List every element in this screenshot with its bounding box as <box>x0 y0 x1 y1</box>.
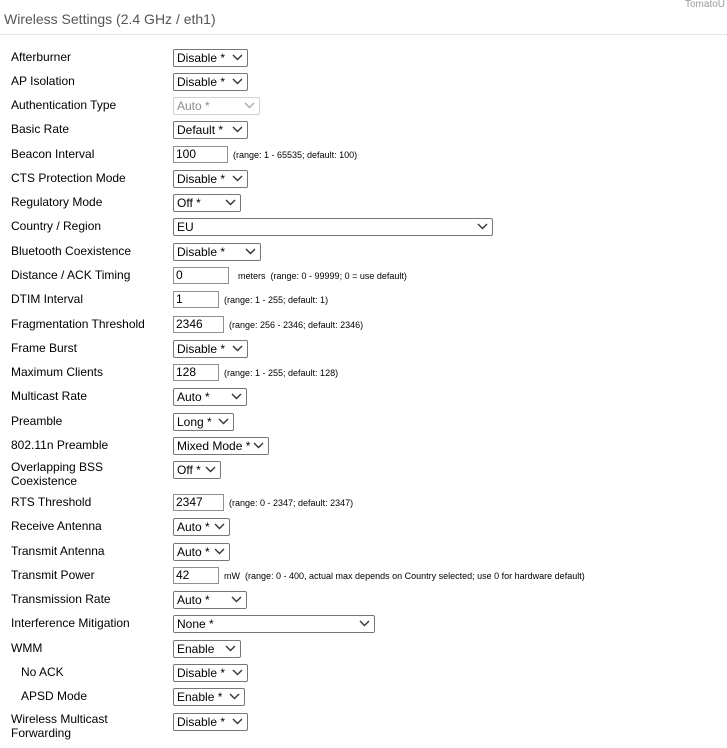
wmf-select[interactable] <box>173 713 248 731</box>
chevron-down-icon <box>232 126 243 133</box>
chevron-down-icon <box>232 345 243 352</box>
afterburner-select[interactable] <box>173 49 248 67</box>
tx-power-hint: (range: 0 - 400, actual max depends on Country selected; use 0 for hardware default) <box>245 570 585 581</box>
interference-value: None * <box>177 617 214 631</box>
n-preamble-label: 802.11n Preamble <box>11 438 109 452</box>
beacon-interval-label: Beacon Interval <box>11 147 95 161</box>
chevron-down-icon <box>214 548 225 555</box>
auth-type-value: Auto * <box>177 99 210 113</box>
rts-input[interactable]: 2347 <box>173 494 224 511</box>
tx-antenna-label: Transmit Antenna <box>11 544 105 558</box>
regulatory-mode-label: Regulatory Mode <box>11 195 103 209</box>
multicast-rate-value: Auto * <box>177 390 210 404</box>
apsd-value: Enable * <box>177 690 223 704</box>
cts-mode-select[interactable] <box>173 170 248 188</box>
ap-isolation-select[interactable] <box>173 73 248 91</box>
basic-rate-value: Default * <box>177 123 224 137</box>
chevron-down-icon <box>205 466 216 473</box>
tx-power-unit: mW <box>224 570 240 581</box>
apsd-select[interactable] <box>173 688 245 706</box>
distance-label: Distance / ACK Timing <box>11 268 131 282</box>
distance-unit: meters <box>238 270 266 281</box>
tx-rate-select[interactable] <box>173 591 247 609</box>
country-label: Country / Region <box>11 219 102 233</box>
multicast-rate-label: Multicast Rate <box>11 389 88 403</box>
tx-rate-label: Transmission Rate <box>11 592 111 606</box>
chevron-down-icon <box>214 523 225 530</box>
chevron-down-icon <box>225 645 236 652</box>
page-title: Wireless Settings (2.4 GHz / eth1) <box>4 11 216 27</box>
tx-antenna-value: Auto * <box>177 545 210 559</box>
frame-burst-label: Frame Burst <box>11 341 78 355</box>
dtim-hint: (range: 1 - 255; default: 1) <box>224 294 329 305</box>
tx-power-label: Transmit Power <box>11 568 95 582</box>
beacon-interval-input[interactable]: 100 <box>173 146 228 163</box>
country-select[interactable] <box>173 218 493 236</box>
auth-type-label: Authentication Type <box>11 98 117 112</box>
interference-label: Interference Mitigation <box>11 616 130 630</box>
preamble-select[interactable] <box>173 413 234 431</box>
obss-select[interactable] <box>173 461 221 479</box>
basic-rate-label: Basic Rate <box>11 122 70 136</box>
wmm-select[interactable] <box>173 640 241 658</box>
tx-power-input[interactable]: 42 <box>173 567 219 584</box>
n-preamble-select[interactable] <box>173 437 269 455</box>
dtim-input[interactable]: 1 <box>173 291 219 308</box>
chevron-down-icon <box>232 78 243 85</box>
regulatory-mode-select[interactable] <box>173 194 241 212</box>
dtim-label: DTIM Interval <box>11 292 84 306</box>
preamble-label: Preamble <box>11 414 63 428</box>
wmm-label: WMM <box>11 641 43 655</box>
country-value: EU <box>177 220 194 234</box>
chevron-down-icon <box>231 393 242 400</box>
obss-label: Overlapping BSS Coexistence <box>11 460 104 488</box>
wmm-value: Enable <box>177 642 215 656</box>
obss-value: Off * <box>177 463 201 477</box>
chevron-down-icon <box>253 442 264 449</box>
cts-mode-label: CTS Protection Mode <box>11 171 126 185</box>
regulatory-mode-value: Off * <box>177 196 201 210</box>
no-ack-label: No ACK <box>21 665 64 679</box>
frag-label: Fragmentation Threshold <box>11 317 145 331</box>
multicast-rate-select[interactable] <box>173 388 247 406</box>
frame-burst-value: Disable * <box>177 342 226 356</box>
rts-hint: (range: 0 - 2347; default: 2347) <box>229 497 354 508</box>
n-preamble-value: Mixed Mode * <box>177 439 251 453</box>
chevron-down-icon <box>231 596 242 603</box>
distance-input[interactable]: 0 <box>173 267 229 284</box>
no-ack-value: Disable * <box>177 666 226 680</box>
chevron-down-icon <box>232 718 243 725</box>
afterburner-label: Afterburner <box>11 50 72 64</box>
tx-antenna-select[interactable] <box>173 543 230 561</box>
chevron-down-icon <box>245 248 256 255</box>
chevron-down-icon <box>477 223 488 230</box>
basic-rate-select[interactable] <box>173 121 248 139</box>
beacon-interval-hint: (range: 1 - 65535; default: 100) <box>233 149 358 160</box>
chevron-down-icon <box>244 102 255 109</box>
wmf-label: Wireless Multicast Forwarding <box>11 712 108 740</box>
ap-isolation-value: Disable * <box>177 75 226 89</box>
chevron-down-icon <box>232 669 243 676</box>
chevron-down-icon <box>229 693 240 700</box>
rx-antenna-label: Receive Antenna <box>11 519 102 533</box>
no-ack-select[interactable] <box>173 664 248 682</box>
auth-type-select <box>173 97 260 115</box>
rts-label: RTS Threshold <box>11 495 92 509</box>
frame-burst-select[interactable] <box>173 340 248 358</box>
bt-coexist-label: Bluetooth Coexistence <box>11 244 132 258</box>
title-divider <box>0 34 727 35</box>
bt-coexist-select[interactable] <box>173 243 261 261</box>
frag-hint: (range: 256 - 2346; default: 2346) <box>229 319 364 330</box>
max-clients-label: Maximum Clients <box>11 365 104 379</box>
interference-select[interactable] <box>173 615 375 633</box>
cts-mode-value: Disable * <box>177 172 226 186</box>
chevron-down-icon <box>359 620 370 627</box>
rx-antenna-value: Auto * <box>177 520 210 534</box>
apsd-label: APSD Mode <box>21 689 88 703</box>
frag-input[interactable]: 2346 <box>173 316 224 333</box>
afterburner-value: Disable * <box>177 51 226 65</box>
rx-antenna-select[interactable] <box>173 518 230 536</box>
chevron-down-icon <box>218 418 229 425</box>
chevron-down-icon <box>232 54 243 61</box>
preamble-value: Long * <box>177 415 212 429</box>
max-clients-input[interactable]: 128 <box>173 364 219 381</box>
max-clients-hint: (range: 1 - 255; default: 128) <box>224 367 339 378</box>
tx-rate-value: Auto * <box>177 593 210 607</box>
ap-isolation-label: AP Isolation <box>11 74 75 88</box>
wmf-value: Disable * <box>177 715 226 729</box>
chevron-down-icon <box>232 175 243 182</box>
distance-hint: (range: 0 - 99999; 0 = use default) <box>270 270 407 281</box>
chevron-down-icon <box>225 199 236 206</box>
brand-label: TomatoU <box>684 0 725 10</box>
bt-coexist-value: Disable * <box>177 245 226 259</box>
